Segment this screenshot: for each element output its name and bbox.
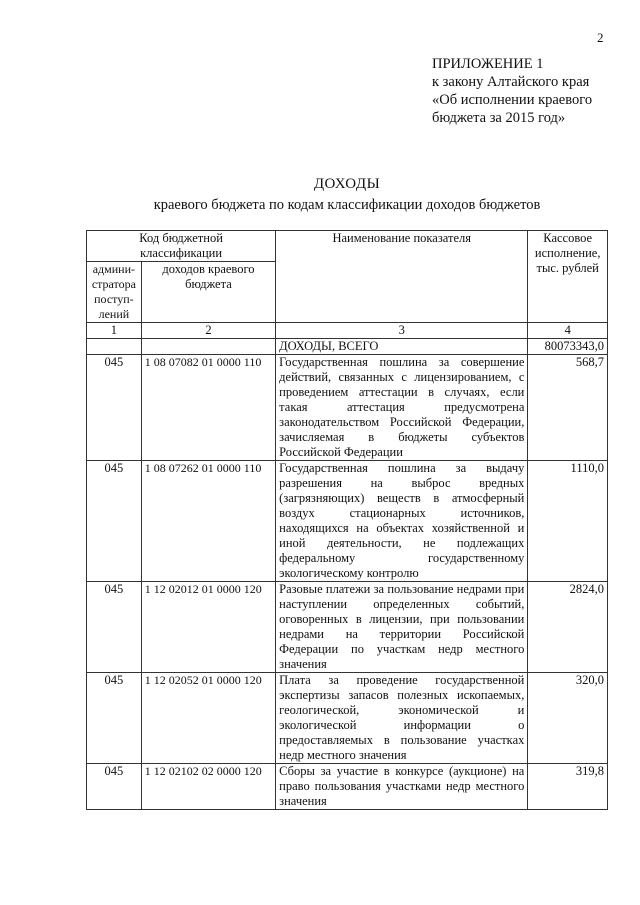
total-name: ДОХОДЫ, ВСЕГО [276, 339, 528, 355]
page-number: 2 [597, 30, 604, 45]
row-amount: 568,7 [528, 355, 608, 461]
header-admin-text: админи-стратора поступ-лений [91, 262, 136, 321]
table-row [87, 355, 608, 461]
table-row [87, 461, 608, 582]
column-numbers-row [87, 323, 608, 339]
row-name: Государственная пошлина за выдачу разрешения на выброс вредных (загрязняющих) веществ в атмосферный воздух стационарных источников, находящихся на объектах хозяйственной и иной деятельности, не подлежащих федеральному государственному экологическому контролю [276, 461, 528, 582]
table-header-row-1 [87, 231, 608, 262]
row-amount: 2824,0 [528, 582, 608, 673]
total-amount: 80073343,0 [528, 339, 608, 355]
row-revenue-code: 1 12 02012 01 0000 120 [141, 582, 275, 673]
appendix-header [432, 55, 592, 127]
table-row [87, 764, 608, 810]
header-amount: Кассовое исполнение, тыс. рублей [528, 231, 608, 323]
row-admin-code: 045 [87, 764, 142, 810]
row-revenue-code: 1 12 02052 01 0000 120 [141, 673, 275, 764]
document-title: ДОХОДЫ [313, 176, 381, 192]
column-number-2: 2 [141, 323, 275, 339]
row-admin-code: 045 [87, 673, 142, 764]
row-name: Сборы за участие в конкурсе (аукционе) на право пользования участками недр местного значения [276, 764, 528, 810]
row-revenue-code: 1 08 07262 01 0000 110 [141, 461, 275, 582]
appendix-line-4: бюджета за 2015 год» [432, 110, 566, 126]
row-amount: 320,0 [528, 673, 608, 764]
header-classification: Код бюджетной классификации [87, 231, 276, 262]
total-code [141, 339, 275, 355]
header-name: Наименование показателя [276, 231, 528, 323]
total-row [87, 339, 608, 355]
row-admin-code: 045 [87, 461, 142, 582]
header-revenue-code: доходов краевого бюджета [141, 262, 275, 323]
column-number-1: 1 [87, 323, 142, 339]
table-row [87, 582, 608, 673]
row-amount: 319,8 [528, 764, 608, 810]
column-number-4: 4 [528, 323, 608, 339]
row-name: Плата за проведение государственной экспертизы запасов полезных ископаемых, геологической, экономической и экологической информации о предоставляемых в пользование участках недр местного значения [276, 673, 528, 764]
row-amount: 1110,0 [528, 461, 608, 582]
row-name: Государственная пошлина за совершение действий, связанных с лицензированием, с проведением аттестации в случаях, если такая аттестация предусмотрена законодательством Российской Федерации, зачисляемая в бюджеты субъектов Российской Федерации [276, 355, 528, 461]
row-name: Разовые платежи за пользование недрами при наступлении определенных событий, оговоренных в лицензии, при пользовании недрами на территории Российской Федерации по участкам недр местного значения [276, 582, 528, 673]
header-admin [87, 262, 142, 323]
row-admin-code: 045 [87, 355, 142, 461]
appendix-line-2: к закону Алтайского края [432, 74, 590, 90]
appendix-line-3: «Об исполнении краевого [432, 92, 593, 108]
row-revenue-code: 1 12 02102 02 0000 120 [141, 764, 275, 810]
row-admin-code: 045 [87, 582, 142, 673]
document-subtitle: краевого бюджета по кодам классификации доходов бюджетов [153, 197, 541, 213]
total-admin [87, 339, 142, 355]
appendix-line-1: ПРИЛОЖЕНИЕ 1 [432, 56, 544, 72]
column-number-3: 3 [276, 323, 528, 339]
revenue-table [86, 230, 608, 810]
row-revenue-code: 1 08 07082 01 0000 110 [141, 355, 275, 461]
table-row [87, 673, 608, 764]
